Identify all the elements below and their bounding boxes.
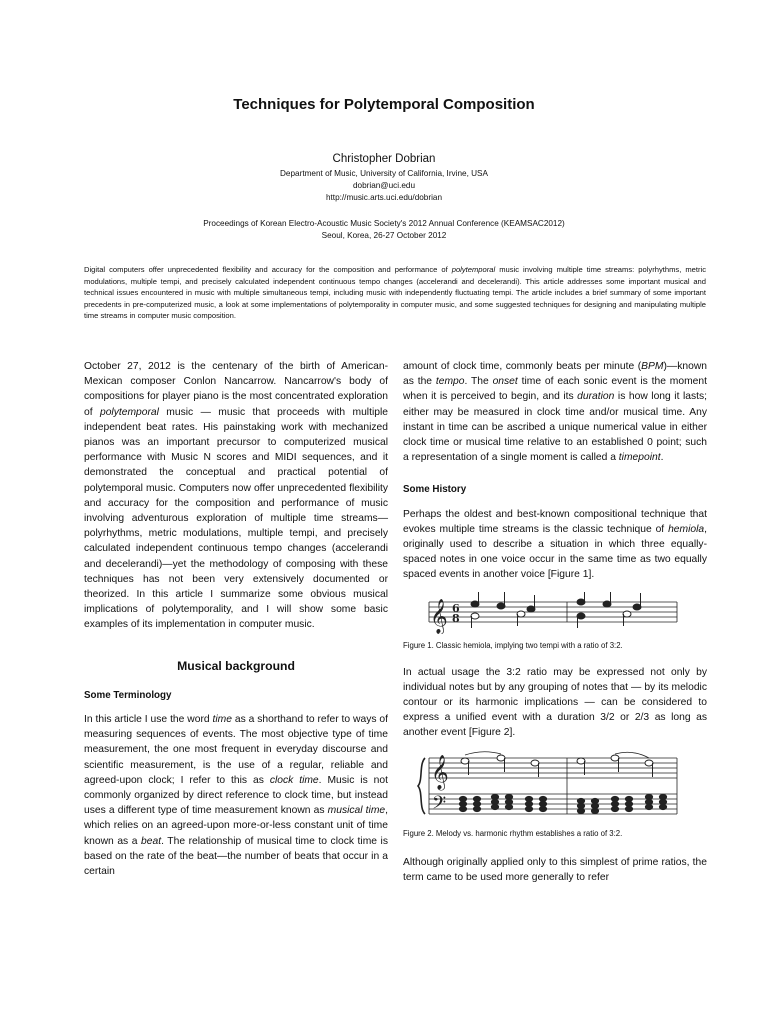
subheading-terminology: Some Terminology (84, 689, 172, 701)
affiliation-department: Department of Music, University of California, Irvine, USA (280, 169, 488, 178)
history-paragraph (403, 507, 707, 583)
usage-paragraph (403, 665, 707, 741)
treble-clef-icon: 𝄞 (431, 754, 449, 790)
terminology-emphasis: time (212, 714, 232, 726)
left-column (84, 359, 388, 879)
terminology-text: , which relies on an agreed-upon more-or-less constant unit of time known as a (84, 805, 389, 847)
abstract (84, 264, 706, 322)
chord (491, 794, 512, 809)
intro-paragraph (84, 359, 388, 633)
note-head (577, 599, 585, 605)
tempo-text: . (660, 452, 664, 464)
note-head (461, 758, 469, 764)
history-text: Perhaps the oldest and best-known compositional technique that evokes multiple time streams is the classic technique of (403, 508, 707, 535)
terminology-text: . The relationship of musical time to clock time is based on the rate of the beat—the number of beats that occur in a certain (84, 835, 388, 878)
usage-text: or (614, 712, 635, 724)
affiliation-block (0, 168, 768, 204)
proceedings-line-1: Proceedings of Korean Electro-Acoustic Music Society's 2012 Annual Conference (KEAMSAC2012) (203, 219, 565, 228)
chord (645, 794, 666, 809)
note-head (517, 611, 525, 617)
intro-text: October 27, 2012 is the centenary of the birth of American-Mexican composer Conlon Nancarrow. Nancarrow's body of compositions for player piano is the most concentrated exploration of (84, 361, 388, 418)
terminology-text: In this article I use the word (84, 714, 213, 726)
terminology-emphasis: beat (141, 835, 162, 847)
time-signature-8: 8 (452, 611, 460, 625)
note-head (531, 760, 539, 766)
abstract-text: music involving multiple time streams: polyrhythms, metric modulations, multiple tempi, and precisely calculated independent continuous tempo changes (accelerandi and decelerandi). This article addresses some important musical and technical issues encountered in music with multiple simultaneous tempi, including music with independently fluctuating tempi. The article includes a brief summary of some important precedents in pre-computerized music, a look at some implementations of polytemporality in computer music, and some suggested techniques for designing and manipulating multiple time streams in computer music composition. (84, 265, 706, 320)
usage-text: In actual usage the 3:2 ratio may be expressed not only by individual notes but by any grouping of notes that — by its melodic contour or its harmonic implications — can be considered to express a unified event with a duration (403, 666, 707, 724)
figure-2-caption: Figure 2. Melody vs. harmonic rhythm establishes a ratio of 3:2. (403, 828, 623, 838)
paper-title: Techniques for Polytemporal Composition (233, 96, 535, 113)
tempo-text: )—known as the (403, 361, 707, 388)
time-signature-6: 6 (452, 601, 460, 615)
history-emphasis: hemiola (668, 523, 705, 535)
fraction-three-halves: 3/2 (600, 712, 615, 724)
note-head (603, 601, 611, 607)
affiliation-email: dobrian@uci.edu (352, 181, 416, 190)
right-column (403, 359, 707, 885)
note-head (645, 760, 653, 766)
tempo-text: time of each sonic event is the moment when it is perceived to begin, and its (403, 376, 707, 403)
intro-text: music — music that proceeds with multiple independent beat rates. His painstaking work with mechanized pianos was an important precursor to computerized musical performance with Music N scores and MIDI sequences, and it demonstrated the conceptual and practical potential of polytemporal music. Computers now offer unprecedented flexibility and accuracy for the composition and performance of music involving adventurous exploration of multiple time streams—polyrhythms, metric modulations, multiple tempi, and precisely calculated independent continuous tempo changes (accelerandi and decelerandi)—yet the methodology of composing with these techniques has not been very extensively documented or theorized. In this article I summarize some obvious musical implications of polytemporality, and I will show some basic examples of its implementation in computer music. (84, 406, 388, 631)
tempo-text: . The (464, 376, 493, 388)
note-head (577, 613, 585, 619)
note-head (497, 603, 505, 609)
usage-text: as long as another event [Figure 2]. (403, 712, 707, 739)
figure-1-hemiola-score (403, 592, 683, 634)
tempo-paragraph (403, 359, 707, 465)
tempo-emphasis: timepoint (618, 452, 661, 464)
tempo-text: amount of clock time, commonly beats per minute ( (403, 361, 642, 372)
figure-2-grand-staff-score (403, 750, 683, 822)
note-head (471, 601, 479, 607)
terminology-emphasis: musical time (327, 805, 386, 817)
tempo-emphasis: tempo (435, 376, 465, 388)
terminology-emphasis: clock time (269, 774, 319, 786)
tempo-text: is how long it lasts; either may be measured in clock time and/or musical time. Any instant in time can be ascribed a unique numerical value in either clock time or musical time relative to an established 0 point; such a representation of a single moment is called a (403, 391, 707, 464)
note-head (527, 606, 535, 612)
affiliation-url: http://music.arts.uci.edu/dobrian (325, 193, 443, 202)
intro-emphasis: polytemporal (99, 406, 159, 418)
abstract-text: Digital computers offer unprecedented flexibility and accuracy for the composition and performance of (84, 265, 452, 274)
proceedings-line-2: Seoul, Korea, 26-27 October 2012 (321, 231, 447, 240)
tempo-emphasis: BPM (641, 361, 664, 372)
subheading-history: Some History (403, 484, 467, 496)
note-head (497, 755, 505, 761)
proceedings-block (0, 218, 768, 242)
note-head (623, 611, 631, 617)
brace-icon (418, 758, 425, 814)
terminology-text: as a shorthand to refer to ways of measuring sequences of events. The most objective type of time measurement, the one most frequent in everyday discourse and scientific measurement, is the use of a regular, reliable and agreed-upon clock; I refer to this as (84, 714, 388, 786)
abstract-emphasis: polytemporal (451, 265, 496, 274)
closing-paragraph: Although originally applied only to this simplest of prime ratios, the term came to be used more generally to refer (403, 856, 707, 883)
bass-clef-icon: 𝄢 (432, 792, 447, 818)
tie (465, 751, 501, 754)
tempo-emphasis: onset (492, 376, 518, 388)
tie (615, 752, 649, 758)
note-head (471, 613, 479, 619)
note-head (633, 604, 641, 610)
author-name: Christopher Dobrian (332, 153, 436, 165)
terminology-text: . Music is not commonly organized by direct reference to clock time, but instead uses a different type of time measurement known as (84, 774, 388, 817)
section-heading-musical-background: Musical background (177, 658, 295, 673)
fraction-two-thirds: 2/3 (634, 712, 650, 724)
note-head (577, 758, 585, 764)
terminology-paragraph (84, 712, 388, 879)
tempo-emphasis: duration (577, 391, 615, 403)
note-head (611, 755, 619, 761)
figure-1-caption: Figure 1. Classic hemiola, implying two tempi with a ratio of 3:2. (403, 640, 623, 650)
treble-clef-icon: 𝄞 (430, 598, 448, 634)
chord (577, 798, 598, 813)
history-text: , originally used to describe a situation in which three equally-spaced notes in one voice occur in the same time as two equally spaced events in another voice [Figure 1]. (403, 523, 707, 581)
